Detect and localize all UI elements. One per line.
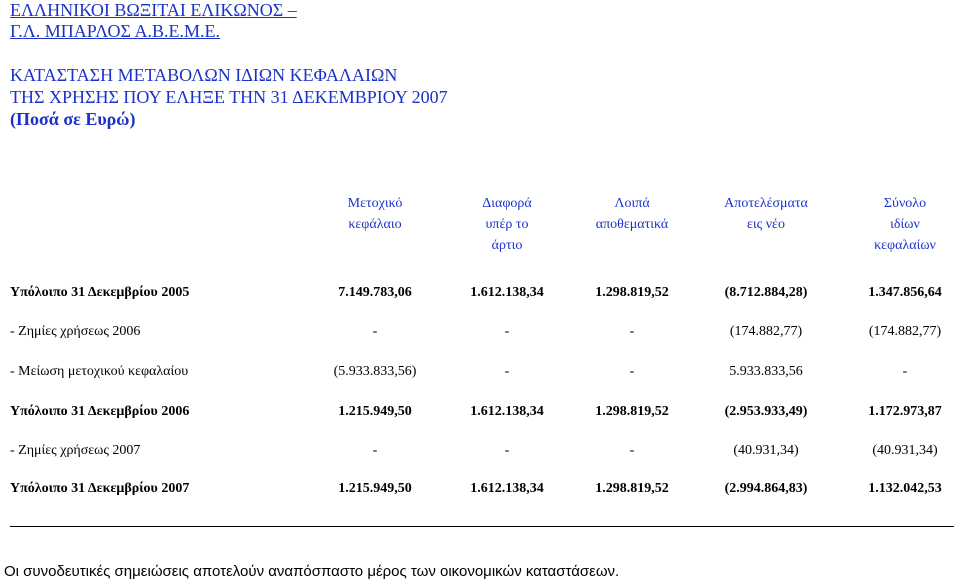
- table-cell-retained-earnings: (40.931,34): [733, 443, 799, 458]
- column-header-line: εις νέο: [747, 217, 785, 232]
- table-cell-total-equity: (174.882,77): [868, 324, 942, 339]
- row-label: Υπόλοιπο 31 Δεκεμβρίου 2006: [10, 404, 190, 419]
- company-name-line-2: Γ.Λ. ΜΠΑΡΛΟΣ Α.Β.Ε.Μ.Ε.: [10, 21, 220, 41]
- table-cell-share-premium: 1.612.138,34: [470, 404, 544, 419]
- table-cell-other-reserves: 1.298.819,52: [595, 481, 669, 496]
- table-cell-share-premium: 1.612.138,34: [470, 481, 544, 496]
- column-header-line: άρτιο: [491, 238, 523, 253]
- table-cell-share-capital: -: [372, 324, 378, 339]
- table-cell-share-capital: 1.215.949,50: [338, 481, 412, 496]
- column-header-retained-earnings: [724, 193, 808, 235]
- row-label: - Ζημίες χρήσεως 2006: [10, 324, 141, 339]
- column-header-line: κεφάλαιο: [348, 217, 402, 232]
- column-header-line: Αποτελέσματα: [724, 196, 808, 211]
- table-cell-share-capital: -: [372, 443, 378, 458]
- column-header-line: κεφαλαίων: [874, 238, 936, 253]
- column-header-share-premium: [482, 193, 532, 256]
- table-cell-retained-earnings: (8.712.884,28): [724, 285, 808, 300]
- table-cell-share-capital: 7.149.783,06: [338, 285, 412, 300]
- table-cell-share-premium: -: [504, 443, 510, 458]
- table-cell-total-equity: 1.132.042,53: [868, 481, 942, 496]
- row-label: - Ζημίες χρήσεως 2007: [10, 443, 141, 458]
- statement-title-line-1: ΚΑΤΑΣΤΑΣΗ ΜΕΤΑΒΟΛΩΝ ΙΔΙΩΝ ΚΕΦΑΛΑΙΩΝ: [10, 65, 398, 85]
- table-cell-share-premium: -: [504, 364, 510, 379]
- table-cell-retained-earnings: 5.933.833,56: [729, 364, 803, 379]
- table-cell-share-premium: 1.612.138,34: [470, 285, 544, 300]
- table-cell-other-reserves: 1.298.819,52: [595, 285, 669, 300]
- statement-title: [10, 64, 448, 130]
- column-header-line: αποθεματικά: [595, 217, 669, 232]
- column-header-line: υπέρ το: [485, 217, 529, 232]
- row-label: Υπόλοιπο 31 Δεκεμβρίου 2007: [10, 481, 190, 496]
- statement-title-line-2: ΤΗΣ ΧΡΗΣΗΣ ΠΟΥ ΕΛΗΞΕ ΤΗΝ 31 ΔΕΚΕΜΒΡΙΟΥ 2007: [10, 87, 448, 107]
- column-header-share-capital: [348, 193, 403, 235]
- table-cell-other-reserves: 1.298.819,52: [595, 404, 669, 419]
- column-header-line: Λοιπά: [614, 196, 650, 211]
- table-cell-other-reserves: -: [629, 364, 635, 379]
- table-cell-total-equity: 1.172.973,87: [868, 404, 942, 419]
- table-cell-retained-earnings: (2.994.864,83): [724, 481, 808, 496]
- footer-note: Οι συνοδευτικές σημειώσεις αποτελούν αναπόσπαστο μέρος των οικονομικών καταστάσεων.: [4, 563, 620, 580]
- table-cell-share-capital: 1.215.949,50: [338, 404, 412, 419]
- company-name-line-1: ΕΛΛΗΝΙΚΟΙ ΒΩΞΙΤΑΙ ΕΛΙΚΩΝΟΣ –: [10, 0, 297, 20]
- table-cell-share-premium: -: [504, 324, 510, 339]
- column-header-line: Μετοχικό: [347, 196, 403, 211]
- column-header-line: Σύνολο: [883, 196, 927, 211]
- footer-divider: [10, 526, 954, 527]
- table-cell-share-capital: (5.933.833,56): [333, 364, 417, 379]
- column-header-other-reserves: [596, 193, 669, 235]
- table-cell-other-reserves: -: [629, 443, 635, 458]
- column-header-line: Διαφορά: [482, 196, 532, 211]
- column-header-line: ιδίων: [890, 217, 920, 232]
- table-cell-other-reserves: -: [629, 324, 635, 339]
- table-cell-total-equity: (40.931,34): [872, 443, 938, 458]
- column-header-total-equity: [874, 193, 936, 256]
- table-cell-retained-earnings: (2.953.933,49): [724, 404, 808, 419]
- row-label: - Μείωση μετοχικού κεφαλαίου: [10, 364, 189, 379]
- table-cell-retained-earnings: (174.882,77): [729, 324, 803, 339]
- table-cell-total-equity: 1.347.856,64: [868, 285, 942, 300]
- company-name: [10, 0, 297, 42]
- row-label: Υπόλοιπο 31 Δεκεμβρίου 2005: [10, 285, 190, 300]
- currency-note: (Ποσά σε Ευρώ): [10, 109, 136, 129]
- table-cell-total-equity: -: [902, 364, 908, 379]
